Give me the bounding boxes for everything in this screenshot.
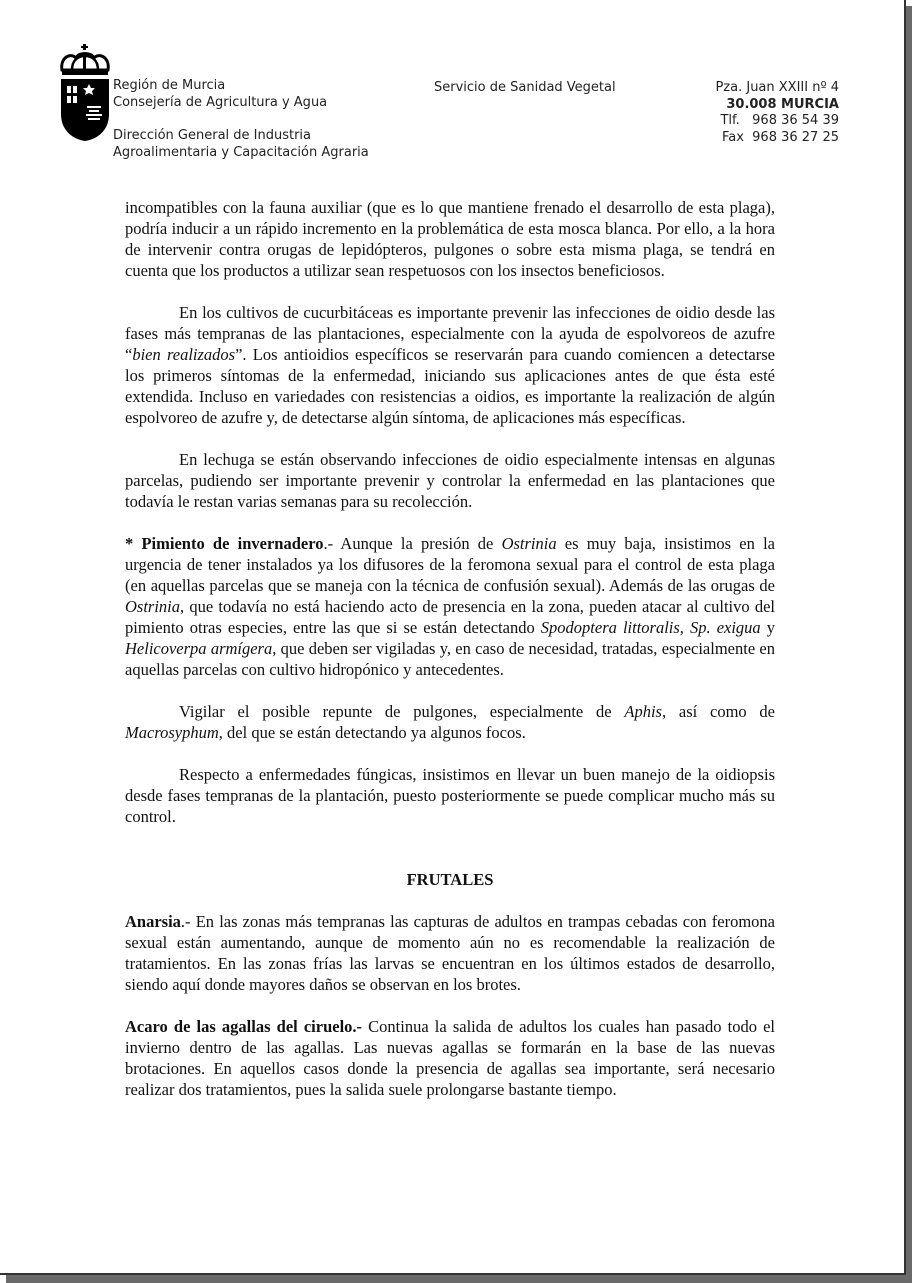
paragraph-plum-mite: Acaro de las agallas del ciruelo.- Continua la salida de adultos los cuales han pasado todo el invierno dentro de las agallas. Las nuevas agallas se formarán en la base de las nuevas brotaciones. En aquellos casos donde la presencia de agallas sea importante, será necesario realizar dos tratamientos, pues la salida suele prolongarse bastante tiempo. bbox=[125, 1017, 775, 1099]
address-city: 30.008 MURCIA bbox=[726, 96, 839, 112]
page-shadow-right bbox=[906, 6, 912, 1283]
letterhead bbox=[0, 0, 906, 170]
directorate-line-1: Dirección General de Industria bbox=[113, 128, 312, 143]
document-body bbox=[125, 197, 775, 1121]
section-title-anarsia: Anarsia bbox=[125, 912, 181, 931]
service-name: Servicio de Sanidad Vegetal bbox=[434, 80, 616, 95]
paragraph-auxiliary-fauna: incompatibles con la fauna auxiliar (que es lo que mantiene frenado el desarrollo de esta plaga), podría inducir a un rápido incremento en la problemática de esta mosca blanca. Por ello, a la hora de intervenir contra orugas de lepidópteros, pulgones o sobre esta misma plaga, se tendrá en cuenta que los productos a utilizar sean respetuosos con los insectos beneficiosos. bbox=[125, 198, 775, 280]
paragraph-cucurbits: En los cultivos de cucurbitáceas es importante prevenir las infecciones de oidio desde las fases más tempranas de las plantaciones, especialmente con la ayuda de espolvoreos de azufre “bien realizados”. Los antioidios específicos se reservarán para cuando comiencen a detectarse los primeros síntomas de la enfermedad, iniciando sus aplicaciones antes de que ésta esté extendida. Incluso en variedades con resistencias a oidios, es importante la realización de algún espolvoreo de azufre y, de detectarse algún síntoma, de aplicaciones más específicas. bbox=[125, 303, 775, 427]
paragraph-fungal: Respecto a enfermedades fúngicas, insistimos en llevar un buen manejo de la oidiopsis desde fases tempranas de la plantación, puesto posteriormente se puede complicar mucho más su control. bbox=[125, 765, 775, 826]
paragraph-aphids: Vigilar el posible repunte de pulgones, especialmente de Aphis, así como de Macrosyphum, del que se están detectando ya algunos focos. bbox=[125, 702, 776, 742]
section-title-plum-mite: Acaro de las agallas del ciruelo.- bbox=[125, 1017, 363, 1036]
section-title-pepper: * Pimiento de invernadero bbox=[125, 534, 324, 553]
paragraph-lettuce: En lechuga se están observando infecciones de oidio especialmente intensas en algunas parcelas, pudiendo ser importante prevenir y controlar la enfermedad en las plantaciones que todavía le restan varias semanas para su recolección. bbox=[125, 450, 775, 511]
paragraph-greenhouse-pepper: * Pimiento de invernadero.- Aunque la presión de Ostrinia es muy baja, insistimos en la urgencia de tener instalados ya los difusores de la feromona sexual para el control de esta plaga (en aquellas parcelas que se maneja con la técnica de confusión sexual). Además de las orugas de Ostrinia, que todavía no está haciendo acto de presencia en la zona, pueden atacar al cultivo del pimiento otras especies, entre las que si se están detectando Spodoptera littoralis, Sp. exigua y Helicoverpa armígera, que deben ser vigiladas y, en caso de necesidad, tratadas, especialmente en aquellas parcelas con cultivo hidropónico y antecedentes. bbox=[125, 534, 775, 679]
region-crest-logo bbox=[58, 44, 112, 142]
section-heading-fruit: FRUTALES bbox=[406, 870, 494, 889]
page-shadow-bottom bbox=[6, 1275, 912, 1283]
region-name-block bbox=[113, 78, 327, 111]
directorate-block bbox=[113, 128, 369, 161]
paragraph-anarsia: Anarsia.- En las zonas más tempranas las capturas de adultos en trampas cebadas con feromona sexual están aumentando, aunque de momento aún no es recomendable la realización de tratamientos. En las zonas frías las larvas se encuentran en los últimos estados de desarrollo, siendo aquí donde mayores daños se observan en los brotes. bbox=[125, 912, 775, 994]
address-street: Pza. Juan XXIII nº 4 bbox=[715, 80, 839, 95]
address-fax: Fax 968 36 27 25 bbox=[721, 129, 839, 145]
address-block bbox=[715, 80, 839, 146]
address-phone: Tlf. 968 36 54 39 bbox=[720, 113, 839, 128]
directorate-line-2: Agroalimentaria y Capacitación Agraria bbox=[113, 144, 369, 160]
council-name: Consejería de Agricultura y Agua bbox=[113, 94, 328, 110]
region-name: Región de Murcia bbox=[113, 78, 226, 93]
